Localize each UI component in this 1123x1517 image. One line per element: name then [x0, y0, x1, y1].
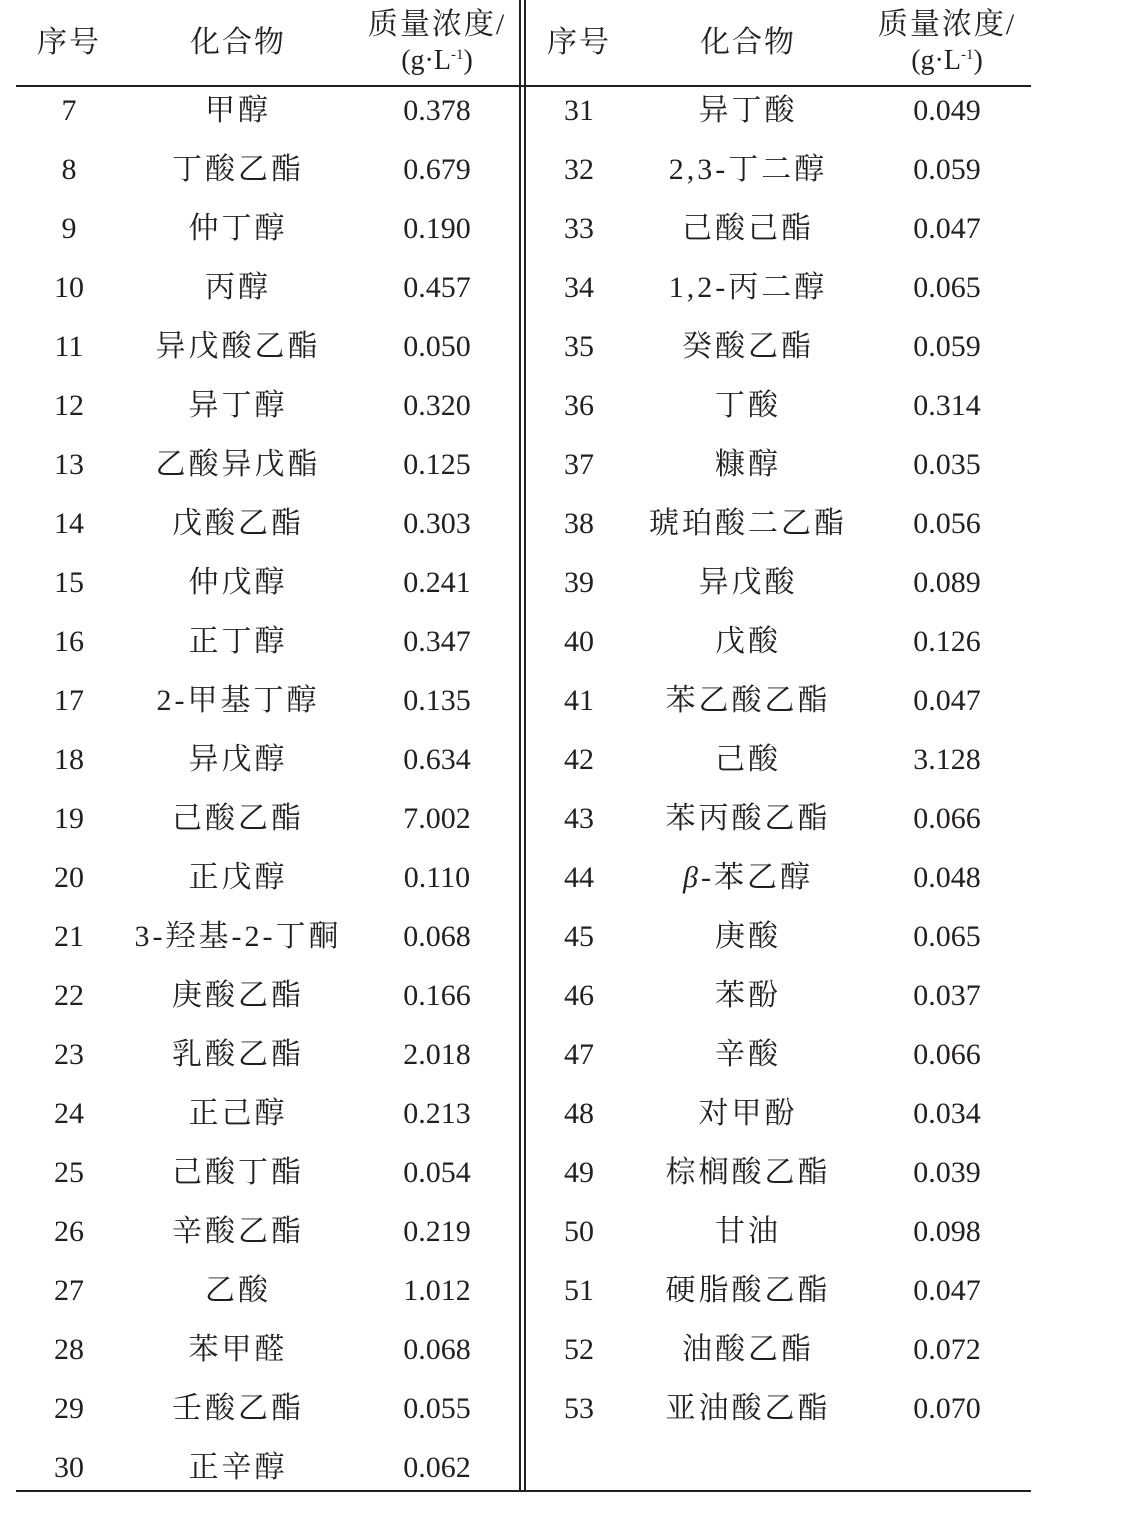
compound-name-cell: 异丁酸 — [698, 94, 798, 127]
concentration-cell: 0.303 — [403, 507, 471, 540]
concentration-cell: 0.068 — [403, 1333, 471, 1366]
row-index-cell: 28 — [54, 1333, 84, 1366]
compound-name-cell: 仲丁醇 — [188, 212, 288, 245]
compound-name-cell: 亚油酸乙酯 — [665, 1392, 831, 1425]
compound-name-cell: 丁酸 — [715, 389, 781, 422]
header-compound-label: 化合物 — [700, 25, 796, 59]
compound-name-cell: 油酸乙酯 — [682, 1333, 814, 1366]
compound-name-cell: 己酸己酯 — [682, 212, 814, 245]
compound-name-cell: 1,2-丙二醇 — [668, 271, 828, 304]
table-row — [16, 1320, 1031, 1379]
header-index — [526, 0, 632, 85]
compound-name-cell: 己酸丁酯 — [172, 1156, 304, 1189]
compound-name-cell: 仲戊醇 — [188, 566, 288, 599]
header-index-label: 序号 — [37, 25, 101, 59]
compound-name-cell: 糠醇 — [715, 448, 781, 481]
table-row — [16, 789, 1031, 848]
compound-name-cell: 异戊酸乙酯 — [155, 330, 321, 363]
concentration-cell: 0.126 — [913, 625, 981, 658]
row-index-cell: 48 — [564, 1097, 594, 1130]
table-row — [16, 1202, 1031, 1261]
concentration-cell: 0.213 — [403, 1097, 471, 1130]
concentration-cell: 0.037 — [913, 979, 981, 1012]
compound-name-cell: 异戊醇 — [188, 743, 288, 776]
row-index-cell: 24 — [54, 1097, 84, 1130]
compound-name-cell: 异戊酸 — [698, 566, 798, 599]
concentration-cell: 0.065 — [913, 920, 981, 953]
row-index-cell: 18 — [54, 743, 84, 776]
concentration-cell: 1.012 — [403, 1274, 471, 1307]
concentration-cell: 0.110 — [403, 861, 471, 894]
concentration-cell: 0.055 — [403, 1392, 471, 1425]
concentration-cell: 0.034 — [913, 1097, 981, 1130]
unit-exponent: -1 — [960, 46, 974, 63]
header-concentration-unit — [911, 43, 983, 79]
concentration-cell: 2.018 — [403, 1038, 471, 1071]
concentration-cell: 0.089 — [913, 566, 981, 599]
compound-name-cell: 己酸乙酯 — [172, 802, 304, 835]
row-index-cell: 50 — [564, 1215, 594, 1248]
compound-name-cell: 苯乙酸乙酯 — [665, 684, 831, 717]
row-index-cell: 9 — [61, 212, 77, 245]
compound-name-cell: 苯丙酸乙酯 — [665, 802, 831, 835]
compound-name-cell: 2-甲基丁醇 — [156, 684, 320, 717]
row-index-cell: 36 — [564, 389, 594, 422]
compound-name-cell: 正戊醇 — [188, 861, 288, 894]
concentration-cell: 0.047 — [913, 684, 981, 717]
compound-name-cell: 庚酸 — [715, 920, 781, 953]
compound-name-cell: 戊酸乙酯 — [172, 507, 304, 540]
compound-name-cell: 正己醇 — [188, 1097, 288, 1130]
table-row — [16, 848, 1031, 907]
row-index-cell: 52 — [564, 1333, 594, 1366]
row-index-cell: 43 — [564, 802, 594, 835]
concentration-cell: 0.320 — [403, 389, 471, 422]
row-index-cell: 38 — [564, 507, 594, 540]
row-index-cell: 46 — [564, 979, 594, 1012]
compound-concentration-table — [16, 0, 1031, 1517]
row-index-cell: 35 — [564, 330, 594, 363]
compound-name-cell: 辛酸乙酯 — [172, 1215, 304, 1248]
concentration-cell: 0.049 — [913, 94, 981, 127]
table-row — [16, 966, 1031, 1025]
compound-name-cell: 甘油 — [715, 1215, 781, 1248]
row-index-cell: 12 — [54, 389, 84, 422]
row-index-cell: 25 — [54, 1156, 84, 1189]
row-index-cell: 44 — [564, 861, 594, 894]
header-index-label: 序号 — [547, 25, 611, 59]
concentration-cell: 0.241 — [403, 566, 471, 599]
compound-name-cell: 苯酚 — [715, 979, 781, 1012]
row-index-cell: 41 — [564, 684, 594, 717]
row-index-cell: 49 — [564, 1156, 594, 1189]
concentration-cell: 0.066 — [913, 802, 981, 835]
compound-name-cell: 苯甲醛 — [188, 1333, 288, 1366]
table-row — [16, 612, 1031, 671]
concentration-cell: 0.059 — [913, 330, 981, 363]
concentration-cell: 0.190 — [403, 212, 471, 245]
unit-exponent: -1 — [450, 46, 464, 63]
row-index-cell: 33 — [564, 212, 594, 245]
header-compound — [632, 0, 864, 85]
table-row — [16, 553, 1031, 612]
compound-name-cell: 乙酸异戊酯 — [155, 448, 321, 481]
table-row — [16, 435, 1031, 494]
compound-name-cell: 甲醇 — [205, 94, 271, 127]
row-index-cell: 16 — [54, 625, 84, 658]
table-row — [16, 81, 1031, 140]
table-row — [16, 494, 1031, 553]
row-index-cell: 45 — [564, 920, 594, 953]
beta-symbol: β — [683, 861, 701, 894]
concentration-cell: 0.039 — [913, 1156, 981, 1189]
header-concentration — [864, 0, 1030, 85]
concentration-cell: 0.679 — [403, 153, 471, 186]
table-row — [16, 730, 1031, 789]
table-row — [16, 671, 1031, 730]
row-index-cell: 22 — [54, 979, 84, 1012]
compound-name-cell: 戊酸 — [715, 625, 781, 658]
table-row — [16, 199, 1031, 258]
concentration-cell: 0.066 — [913, 1038, 981, 1071]
compound-name-cell: 壬酸乙酯 — [172, 1392, 304, 1425]
concentration-cell: 7.002 — [403, 802, 471, 835]
row-index-cell: 20 — [54, 861, 84, 894]
bottom-rule — [16, 1490, 1031, 1492]
table-row — [16, 258, 1031, 317]
row-index-cell: 47 — [564, 1038, 594, 1071]
compound-name-cell: 2,3-丁二醇 — [668, 153, 828, 186]
table-row — [16, 907, 1031, 966]
row-index-cell: 42 — [564, 743, 594, 776]
concentration-cell: 0.065 — [913, 271, 981, 304]
unit-close: ) — [973, 44, 983, 76]
row-index-cell: 21 — [54, 920, 84, 953]
unit-base: (g·L — [911, 44, 961, 76]
concentration-cell: 0.135 — [403, 684, 471, 717]
row-index-cell: 27 — [54, 1274, 84, 1307]
concentration-cell: 0.059 — [913, 153, 981, 186]
unit-base: (g·L — [401, 44, 451, 76]
concentration-cell: 0.062 — [403, 1451, 471, 1484]
compound-name-cell: 己酸 — [715, 743, 781, 776]
row-index-cell: 34 — [564, 271, 594, 304]
header-concentration-label: 质量浓度/ — [877, 7, 1017, 41]
row-index-cell: 17 — [54, 684, 84, 717]
row-index-cell: 51 — [564, 1274, 594, 1307]
row-index-cell: 23 — [54, 1038, 84, 1071]
table-row — [16, 1084, 1031, 1143]
row-index-cell: 32 — [564, 153, 594, 186]
row-index-cell: 15 — [54, 566, 84, 599]
row-index-cell: 30 — [54, 1451, 84, 1484]
concentration-cell: 0.098 — [913, 1215, 981, 1248]
concentration-cell: 0.166 — [403, 979, 471, 1012]
concentration-cell: 0.378 — [403, 94, 471, 127]
concentration-cell: 0.347 — [403, 625, 471, 658]
table-row — [16, 1438, 1031, 1497]
compound-name-cell: 丙醇 — [205, 271, 271, 304]
table-row — [16, 1143, 1031, 1202]
row-index-cell: 53 — [564, 1392, 594, 1425]
header-compound-label: 化合物 — [190, 25, 286, 59]
compound-name-cell: 辛酸 — [715, 1038, 781, 1071]
header-compound — [122, 0, 354, 85]
concentration-cell: 0.047 — [913, 212, 981, 245]
concentration-cell: 0.054 — [403, 1156, 471, 1189]
concentration-cell: 0.047 — [913, 1274, 981, 1307]
table-row — [16, 140, 1031, 199]
concentration-cell: 0.634 — [403, 743, 471, 776]
row-index-cell: 40 — [564, 625, 594, 658]
concentration-cell: 0.050 — [403, 330, 471, 363]
compound-name-cell: 乙酸 — [205, 1274, 271, 1307]
concentration-cell: 0.048 — [913, 861, 981, 894]
row-index-cell: 11 — [54, 330, 84, 363]
compound-name-cell: 硬脂酸乙酯 — [665, 1274, 831, 1307]
table-row — [16, 1261, 1031, 1320]
concentration-cell: 0.072 — [913, 1333, 981, 1366]
concentration-cell: 3.128 — [913, 743, 981, 776]
row-index-cell: 39 — [564, 566, 594, 599]
compound-name-cell: β-苯乙醇 — [683, 861, 813, 894]
compound-name-cell: 正丁醇 — [188, 625, 288, 658]
row-index-cell: 31 — [564, 94, 594, 127]
row-index-cell: 7 — [61, 94, 77, 127]
concentration-cell: 0.457 — [403, 271, 471, 304]
concentration-cell: 0.068 — [403, 920, 471, 953]
concentration-cell: 0.035 — [913, 448, 981, 481]
table-row — [16, 1025, 1031, 1084]
unit-close: ) — [463, 44, 473, 76]
compound-name-cell: 正辛醇 — [188, 1451, 288, 1484]
row-index-cell: 19 — [54, 802, 84, 835]
compound-name-cell: 对甲酚 — [698, 1097, 798, 1130]
row-index-cell: 37 — [564, 448, 594, 481]
row-index-cell: 26 — [54, 1215, 84, 1248]
table-row — [16, 317, 1031, 376]
table-row — [16, 376, 1031, 435]
compound-name-cell: 庚酸乙酯 — [172, 979, 304, 1012]
concentration-cell: 0.125 — [403, 448, 471, 481]
header-concentration-label: 质量浓度/ — [367, 7, 507, 41]
row-index-cell: 8 — [61, 153, 77, 186]
compound-name-cell: 琥珀酸二乙酯 — [649, 507, 847, 540]
row-index-cell: 29 — [54, 1392, 84, 1425]
compound-name-cell: 癸酸乙酯 — [682, 330, 814, 363]
compound-name-cell: 异丁醇 — [188, 389, 288, 422]
concentration-cell: 0.314 — [913, 389, 981, 422]
compound-name-cell: 乳酸乙酯 — [172, 1038, 304, 1071]
row-index-cell: 10 — [54, 271, 84, 304]
header-concentration-unit — [401, 43, 473, 79]
compound-name-cell: 棕榈酸乙酯 — [665, 1156, 831, 1189]
header-concentration — [354, 0, 520, 85]
concentration-cell: 0.070 — [913, 1392, 981, 1425]
row-index-cell: 14 — [54, 507, 84, 540]
row-index-cell: 13 — [54, 448, 84, 481]
compound-name-cell: 3-羟基-2-丁酮 — [134, 920, 342, 953]
concentration-cell: 0.056 — [913, 507, 981, 540]
compound-name-cell: 丁酸乙酯 — [172, 153, 304, 186]
table-row — [16, 1379, 1031, 1438]
concentration-cell: 0.219 — [403, 1215, 471, 1248]
header-index — [16, 0, 122, 85]
